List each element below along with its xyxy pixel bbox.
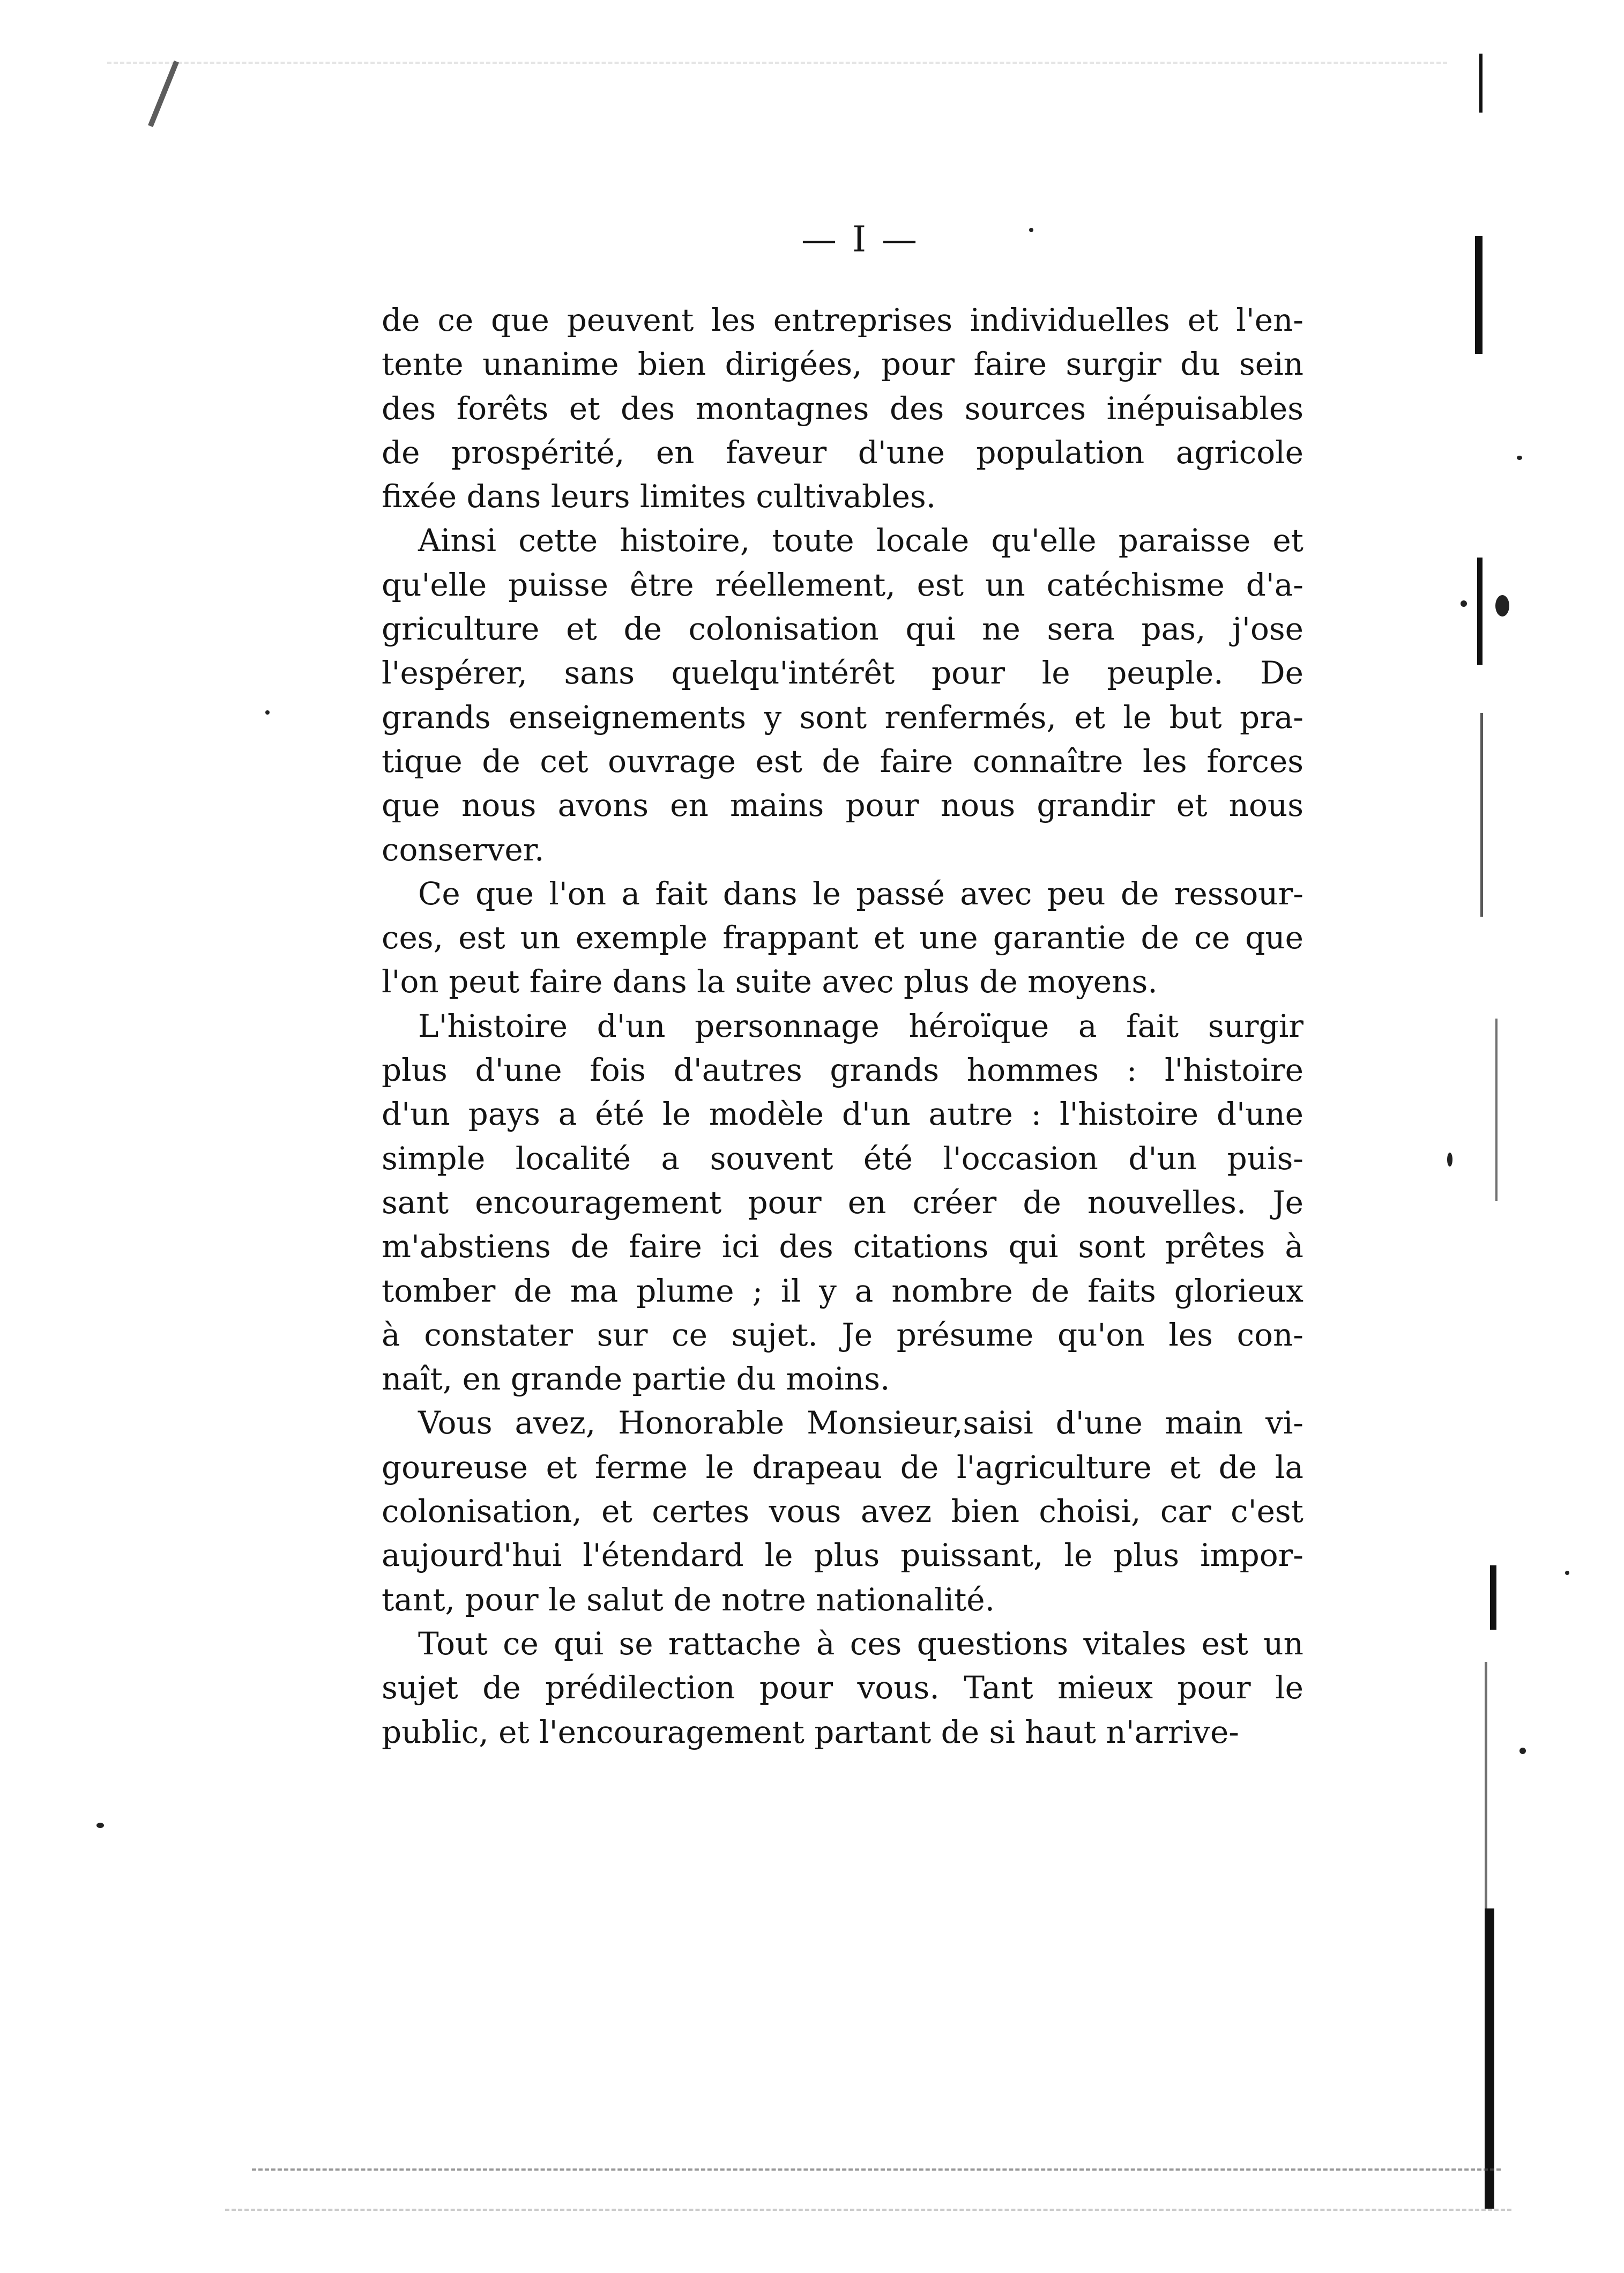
text-line: de ce que peuvent les entreprises individuelles et l'en-: [382, 302, 1303, 338]
binding-edge-mark: [1485, 1662, 1487, 1908]
binding-edge-mark: [1479, 54, 1483, 113]
text-line: l'on peut faire dans la suite avec plus de moyens.: [382, 963, 1158, 1000]
ink-speck: [1565, 1571, 1569, 1575]
text-line: fixée dans leurs limites cultivables.: [382, 478, 936, 515]
text-line: Ainsi cette histoire, toute locale qu'elle paraisse et: [418, 522, 1303, 559]
text-line: ces, est un exemple frappant et une garantie de ce que: [382, 919, 1303, 956]
text-line: sant encouragement pour en créer de nouvelles. Je: [382, 1184, 1303, 1221]
ink-speck: [1447, 1153, 1452, 1167]
ink-speck: [1517, 456, 1522, 460]
paragraph: [382, 298, 1303, 518]
bottom-scan-dashes: [225, 2209, 1511, 2213]
text-line: simple localité a souvent été l'occasion d'un puis-: [382, 1140, 1303, 1177]
text-line: tente unanime bien dirigées, pour faire surgir du sein: [382, 346, 1303, 383]
text-line: que nous avons en mains pour nous grandir et nous: [382, 787, 1303, 824]
text-line: des forêts et des montagnes des sources inépuisables: [382, 390, 1303, 427]
bottom-scan-dashes: [252, 2168, 1501, 2173]
ink-speck: [265, 710, 270, 715]
ink-speck: [1495, 595, 1509, 616]
binding-edge-mark: [1475, 236, 1483, 354]
text-line: Ce que l'on a fait dans le passé avec peu de ressour-: [418, 875, 1303, 912]
binding-edge-mark: [1490, 1565, 1496, 1630]
binding-edge-mark: [1485, 1908, 1494, 2209]
text-line: naît, en grande partie du moins.: [382, 1361, 890, 1398]
text-line: à constater sur ce sujet. Je présume qu'on les con-: [382, 1316, 1303, 1353]
text-line: Tout ce qui se rattache à ces questions vitales est un: [418, 1625, 1303, 1662]
page-number: [0, 219, 1624, 260]
paragraph: [382, 518, 1303, 871]
text-line: Vous avez, Honorable Monsieur,saisi d'une main vi-: [418, 1405, 1303, 1442]
text-line: tant, pour le salut de notre nationalité.: [382, 1581, 995, 1618]
paragraph: [382, 1622, 1303, 1754]
text-line: L'histoire d'un personnage héroïque a fait surgir: [418, 1007, 1303, 1044]
text-line: qu'elle puisse être réellement, est un catéchisme d'a-: [382, 566, 1303, 603]
ink-speck: [1461, 600, 1467, 607]
text-line: m'abstiens de faire ici des citations qui sont prêtes à: [382, 1228, 1303, 1265]
paragraph: [382, 1004, 1303, 1401]
top-scan-dashes: [107, 62, 1447, 66]
binding-edge-mark: [1477, 558, 1483, 665]
ink-speck: [1519, 1748, 1526, 1754]
text-line: de prospérité, en faveur d'une population agricole: [382, 434, 1303, 471]
binding-edge-mark: [1495, 1019, 1498, 1201]
text-line: public, et l'encouragement partant de si haut n'arrive-: [382, 1713, 1239, 1750]
text-line: tomber de ma plume ; il y a nombre de faits glorieux: [382, 1272, 1303, 1309]
text-line: conserver.: [382, 831, 545, 868]
text-line: sujet de prédilection pour vous. Tant mieux pour le: [382, 1669, 1303, 1706]
body-text: [382, 298, 1303, 1754]
page-number-text: — I —: [801, 219, 920, 260]
text-line: colonisation, et certes vous avez bien choisi, car c'est: [382, 1493, 1303, 1530]
corner-scan-mark: [148, 61, 179, 127]
text-line: aujourd'hui l'étendard le plus puissant, le plus impor-: [382, 1537, 1303, 1574]
text-line: goureuse et ferme le drapeau de l'agriculture et de la: [382, 1449, 1303, 1485]
binding-edge-mark: [1480, 713, 1483, 917]
text-line: d'un pays a été le modèle d'un autre : l'histoire d'une: [382, 1096, 1303, 1133]
paragraph: [382, 1401, 1303, 1621]
paragraph: [382, 872, 1303, 1004]
text-line: griculture et de colonisation qui ne sera pas, j'ose: [382, 611, 1303, 648]
ink-speck: [1029, 228, 1033, 232]
text-line: tique de cet ouvrage est de faire connaître les forces: [382, 742, 1303, 779]
text-line: l'espérer, sans quelqu'intérêt pour le peuple. De: [382, 655, 1303, 692]
ink-speck: [96, 1823, 104, 1828]
text-line: plus d'une fois d'autres grands hommes : l'histoire: [382, 1052, 1303, 1089]
text-line: grands enseignements y sont renfermés, et le but pra-: [382, 699, 1303, 736]
